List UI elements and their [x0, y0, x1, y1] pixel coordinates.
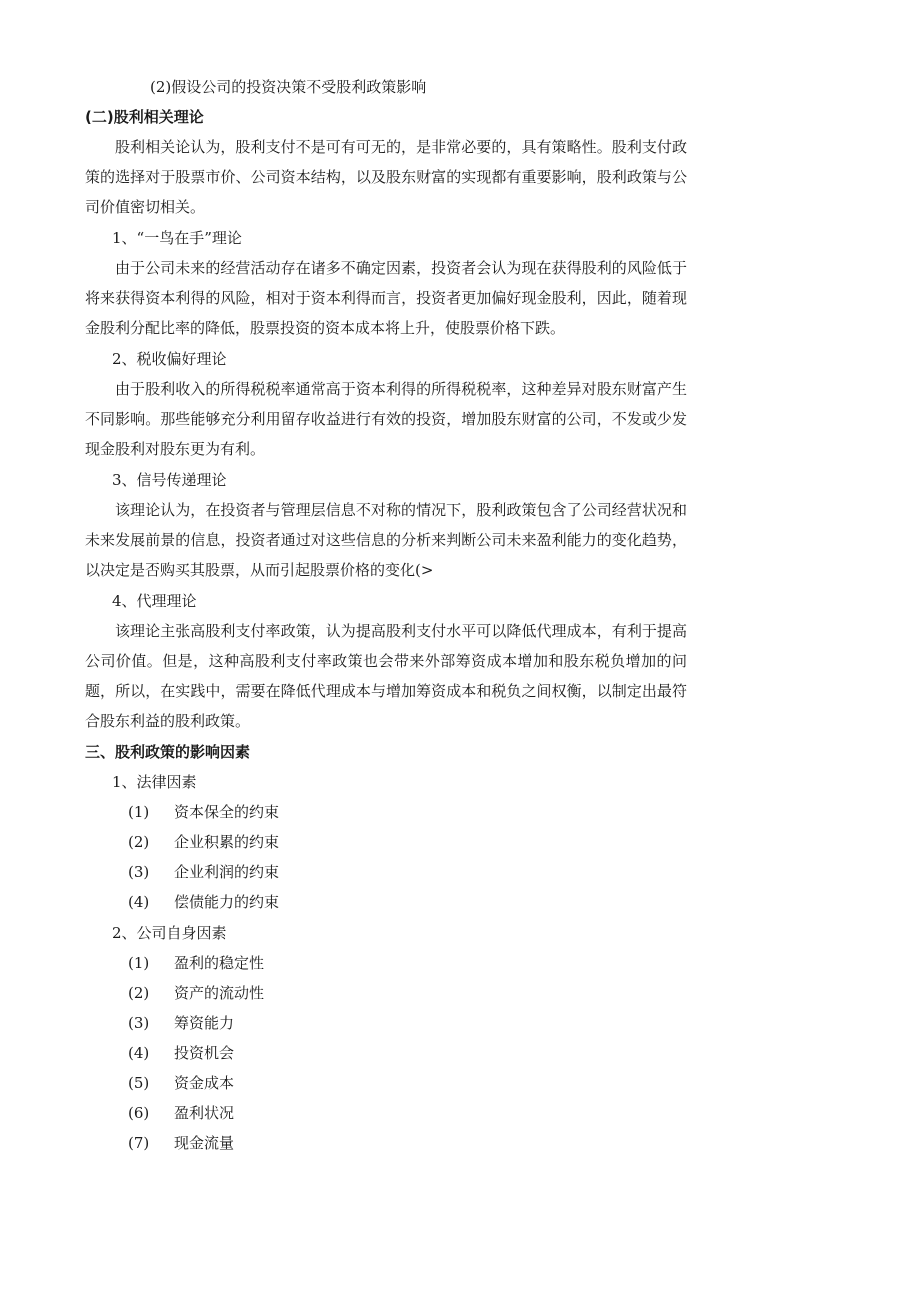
list-number: (4) — [128, 1044, 150, 1062]
list-number: (6) — [128, 1104, 150, 1122]
paragraph-text: 由于股利收入的所得税税率通常高于资本利得的所得税税率，这种差异对股东财富产生不同影响。那些能够充分利用留存收益进行有效的投资，增加股东财富的公司，不发或少发现金股利对股东更为有利。 — [85, 380, 687, 458]
list-item — [128, 1043, 234, 1063]
list-item — [128, 832, 279, 852]
list-item — [128, 983, 264, 1003]
list-number: (4) — [128, 893, 150, 911]
subheading-legal-factors: 1、法律因素 — [112, 773, 197, 791]
list-item — [128, 1133, 234, 1153]
list-number: (5) — [128, 1074, 150, 1092]
list-text: 资产的流动性 — [174, 984, 265, 1002]
subheading-company-factors: 2、公司自身因素 — [112, 924, 227, 942]
list-text: 筹资能力 — [174, 1014, 235, 1032]
list-number: (1) — [128, 954, 150, 972]
list-number: (3) — [128, 1014, 150, 1032]
list-item — [128, 862, 279, 882]
list-item — [128, 1103, 234, 1123]
section-heading-dividend-relevance: (二)股利相关理论 — [85, 108, 204, 126]
subheading-signaling: 3、信号传递理论 — [112, 471, 227, 489]
list-number: (2) — [128, 984, 150, 1002]
list-number: (3) — [128, 863, 150, 881]
paragraph-tax-preference — [85, 374, 687, 464]
list-text: 盈利状况 — [174, 1104, 235, 1122]
list-text: 偿债能力的约束 — [174, 893, 280, 911]
list-item — [128, 953, 264, 973]
list-text: 投资机会 — [174, 1044, 235, 1062]
subheading-tax-preference: 2、税收偏好理论 — [112, 350, 227, 368]
paragraph-text: 该理论认为，在投资者与管理层信息不对称的情况下，股利政策包含了公司经营状况和未来发展前景的信息，投资者通过对这些信息的分析来判断公司未来盈利能力的变化趋势，以决定是否购买其股票，从而引起股票价格的变化(> — [85, 501, 687, 579]
list-number: (1) — [128, 803, 150, 821]
paragraph-agency — [85, 616, 687, 736]
list-item — [128, 1013, 234, 1033]
list-item — [128, 802, 279, 822]
subheading-bird-in-hand: 1、“一鸟在手”理论 — [112, 229, 242, 247]
paragraph-text: 由于公司未来的经营活动存在诸多不确定因素，投资者会认为现在获得股利的风险低于将来获得资本利得的风险，相对于资本利得而言，投资者更加偏好现金股利，因此，随着现金股利分配比率的降低，股票投资的资本成本将上升，使股票价格下跌。 — [85, 259, 687, 337]
paragraph-signaling — [85, 495, 687, 585]
subheading-agency: 4、代理理论 — [112, 592, 197, 610]
list-number: (2) — [128, 833, 150, 851]
list-text: 企业积累的约束 — [174, 833, 280, 851]
paragraph-text: 该理论主张高股利支付率政策，认为提高股利支付水平可以降低代理成本，有利于提高公司价值。但是，这种高股利支付率政策也会带来外部筹资成本增加和股东税负增加的问题，所以，在实践中，需要在降低代理成本与增加筹资成本和税负之间权衡，以制定出最符合股东利益的股利政策。 — [85, 622, 687, 730]
list-text: 现金流量 — [174, 1134, 235, 1152]
list-number: (7) — [128, 1134, 150, 1152]
list-text: 盈利的稳定性 — [174, 954, 265, 972]
list-text: 企业利润的约束 — [174, 863, 280, 881]
list-item-assumption-2: (2)假设公司的投资决策不受股利政策影响 — [150, 78, 427, 96]
list-item — [128, 892, 279, 912]
paragraph-bird-in-hand — [85, 253, 687, 343]
paragraph-intro — [85, 132, 687, 222]
paragraph-text: 股利相关论认为，股利支付不是可有可无的，是非常必要的，具有策略性。股利支付政策的选择对于股票市价、公司资本结构，以及股东财富的实现都有重要影响，股利政策与公司价值密切相关。 — [85, 138, 687, 216]
list-item — [128, 1073, 234, 1093]
section-heading-influencing-factors: 三、股利政策的影响因素 — [85, 743, 251, 761]
list-text: 资金成本 — [174, 1074, 235, 1092]
list-text: 资本保全的约束 — [174, 803, 280, 821]
